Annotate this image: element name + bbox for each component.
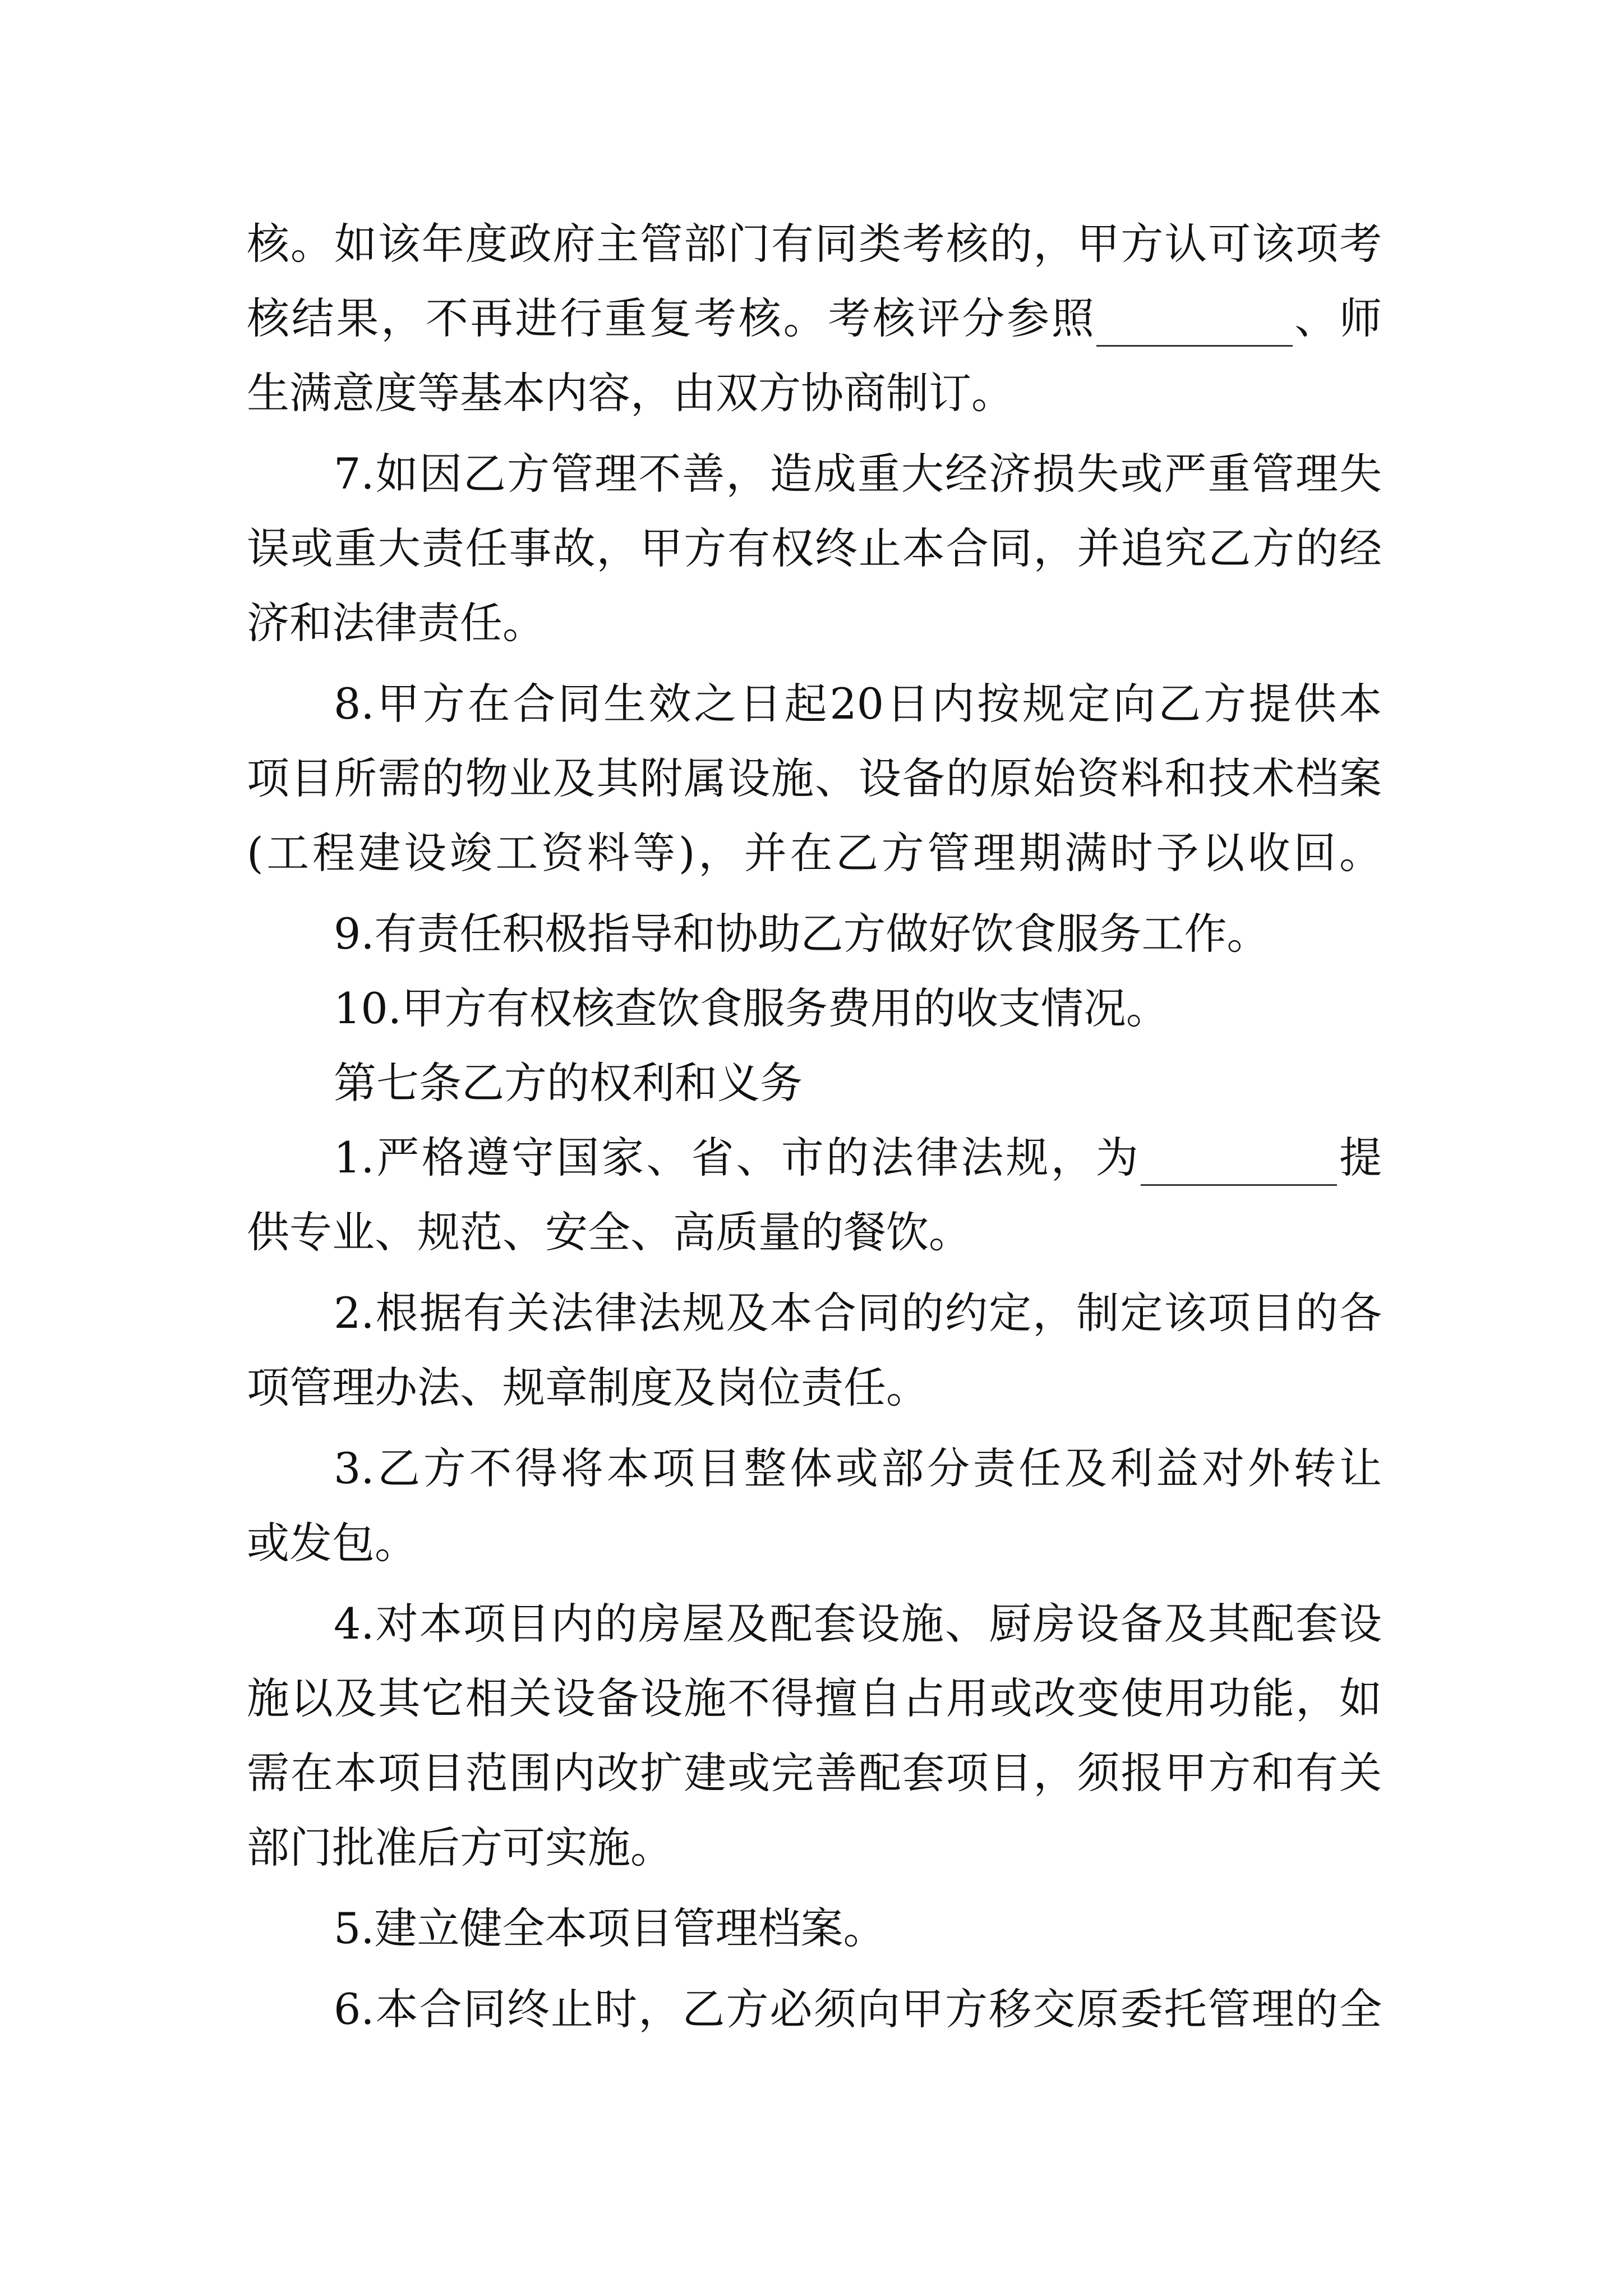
text-segment: 1.严格遵守国家、省、市的法律法规，为 xyxy=(334,1133,1141,1182)
text-segment: 提 xyxy=(1336,1133,1382,1182)
text-line: 或发包。 xyxy=(247,1518,417,1568)
text-line-with-blank xyxy=(247,291,1382,347)
fill-in-blank xyxy=(1141,1144,1337,1186)
text-line: 供专业、规范、安全、高质量的餐饮。 xyxy=(247,1207,971,1257)
text-line: 需在本项目范围内改扩建或完善配套项目，须报甲方和有关 xyxy=(247,1748,1382,1798)
text-line: 误或重大责任事故，甲方有权终止本合同，并追究乙方的经 xyxy=(247,523,1382,573)
text-segment: 核结果，不再进行重复考核。考核评分参照 xyxy=(247,293,1096,343)
section-heading: 第七条乙方的权利和义务 xyxy=(334,1058,803,1108)
text-segment: 、师 xyxy=(1292,293,1382,343)
text-line: (工程建设竣工资料等)，并在乙方管理期满时予以收回。 xyxy=(247,828,1382,878)
text-line: 济和法律责任。 xyxy=(247,598,545,648)
text-line: 10.甲方有权核查饮食服务费用的收支情况。 xyxy=(334,983,1169,1033)
text-line: 9.有责任积极指导和协助乙方做好饮食服务工作。 xyxy=(334,909,1270,959)
text-line: 2.根据有关法律法规及本合同的约定，制定该项目的各 xyxy=(334,1288,1382,1338)
text-line-with-blank xyxy=(334,1130,1382,1186)
text-line: 生满意度等基本内容，由双方协商制订。 xyxy=(247,368,1014,418)
text-line: 部门批准后方可实施。 xyxy=(247,1823,673,1872)
text-line: 8.甲方在合同生效之日起20日内按规定向乙方提供本 xyxy=(334,679,1382,729)
text-line: 项目所需的物业及其附属设施、设备的原始资料和技术档案 xyxy=(247,753,1382,803)
text-line: 施以及其它相关设备设施不得擅自占用或改变使用功能，如 xyxy=(247,1673,1382,1723)
text-line: 6.本合同终止时，乙方必须向甲方移交原委托管理的全 xyxy=(334,1984,1382,2034)
text-line: 7.如因乙方管理不善，造成重大经济损失或严重管理失 xyxy=(334,449,1382,499)
text-line: 3.乙方不得将本项目整体或部分责任及利益对外转让 xyxy=(334,1443,1382,1493)
text-line: 项管理办法、规章制度及岗位责任。 xyxy=(247,1363,929,1412)
fill-in-blank xyxy=(1096,305,1293,347)
text-line: 5.建立健全本项目管理档案。 xyxy=(334,1903,886,1953)
text-line: 核。如该年度政府主管部门有同类考核的，甲方认可该项考 xyxy=(247,219,1382,269)
text-line: 4.对本项目内的房屋及配套设施、厨房设备及其配套设 xyxy=(334,1599,1382,1649)
